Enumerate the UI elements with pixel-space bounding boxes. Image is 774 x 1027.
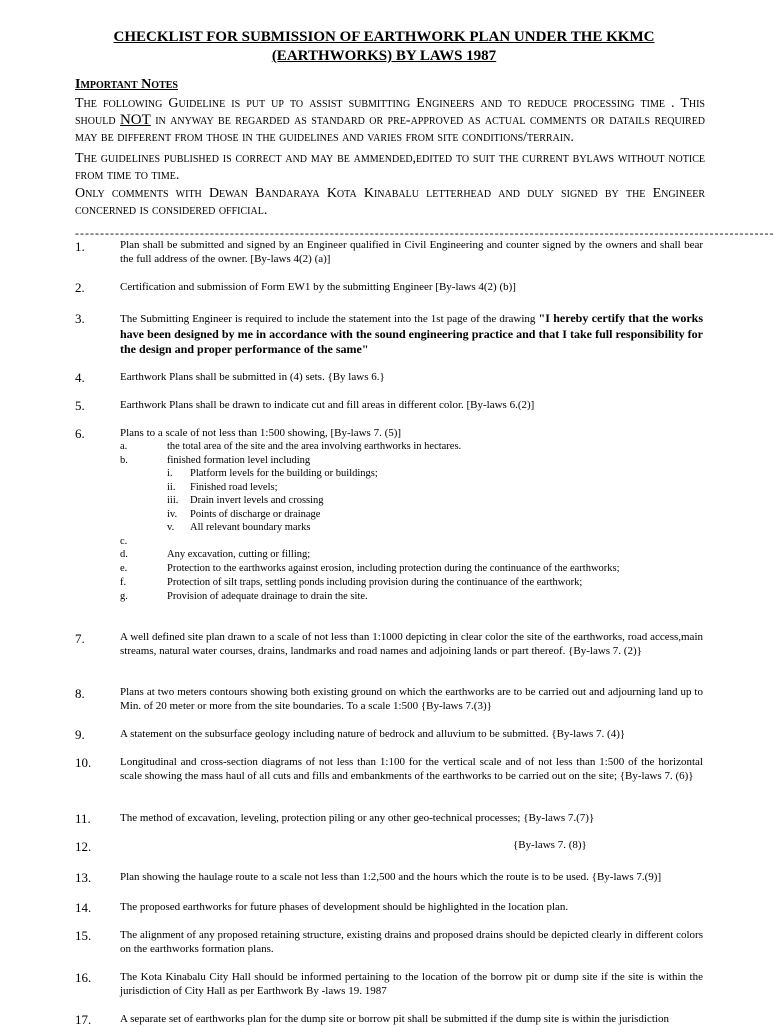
item-text-with-statement [120,311,703,358]
item-3-text: The Submitting Engineer is required to include the statement into the 1st page of the drawing [120,313,539,325]
item-number: 16. [75,970,92,985]
item-text: Plan showing the haulage route to a scale not less than 1:2,500 and the hours which the route is to be used. {By-laws 7.(9)] [120,871,662,883]
item-number: 11. [75,811,91,826]
item-number: 7. [75,631,85,646]
item-text: Plan shall be submitted and signed by an Engineer qualified in Civil Engineering and counter signed by the owners and shall bear the full address of the owner. [By-laws 4(2) (a)] [120,239,703,265]
roman-item-number: iii. [167,495,179,506]
note-paragraph-3: Only comments with Dewan Bandaraya Kota Kinabalu letterhead and duly signed by the Engineer concerned is considered official. [75,186,705,218]
roman-item-text: Finished road levels; [190,482,278,493]
item-number: 2. [75,280,85,295]
sub-item-letter: b. [120,455,128,466]
item-text: The method of excavation, leveling, protection piling or any other geo-technical processes; {By-laws 7.(7)} [120,812,595,824]
sub-item-letter: a. [120,441,128,452]
sub-item-letter: c. [120,536,128,547]
sub-item-letter: d. [120,549,128,560]
item-text: Plans at two meters contours showing both existing ground on which the earthworks are to be carried out and adjourning land up to Min. of 20 meter or more from the site boundaries. To a scale 1:500 {By-laws 7.(3)} [120,686,703,712]
item-number: 14. [75,900,92,915]
roman-item-number: v. [167,522,175,533]
item-number: 4. [75,370,85,385]
roman-item-number: iv. [167,509,178,520]
roman-item-text: Platform levels for the building or buildings; [190,468,378,479]
item-number: 3. [75,311,85,326]
sub-item-text: the total area of the site and the area involving earthworks in hectares. [167,441,462,452]
item-number: 12. [75,839,92,854]
item-text: A separate set of earthworks plan for the dump site or borrow pit shall be submitted if the dump site is within the jurisdiction [120,1013,669,1025]
roman-item-number: ii. [167,482,176,493]
item-number: 1. [75,239,85,254]
item-number: 17. [75,1012,92,1027]
sub-item-text: Provision of adequate drainage to drain the site. [167,591,368,602]
document-title-line2: (EARTHWORKS) BY LAWS 1987 [271,48,497,64]
sub-item-letter: e. [120,563,128,574]
item-number: 15. [75,928,92,943]
sub-item-text: Protection of silt traps, settling ponds including provision during the continuance of the earthwork; [167,577,583,588]
note-p1-not: NOT [119,112,151,128]
sub-item-letter: g. [120,591,128,602]
item-text: Certification and submission of Form EW1 by the submitting Engineer [By-laws 4(2) (b)] [120,281,516,293]
sub-item-text: Protection to the earthworks against erosion, including protection during the continuance of the earthworks; [167,563,620,574]
sub-item-text: Any excavation, cutting or filling; [167,549,311,560]
item-number: 10. [75,755,92,770]
item-number: 5. [75,398,85,413]
roman-item-text: Drain invert levels and crossing [190,495,324,506]
item-number: 6. [75,426,85,441]
note-paragraph-1 [75,95,705,146]
item-text: Earthwork Plans shall be submitted in (4) sets. {By laws 6.} [120,371,385,383]
roman-item-number: i. [167,468,173,479]
item-text: The Kota Kinabalu City Hall should be informed pertaining to the location of the borrow pit or dump site if the site is within the jurisdiction of City Hall as per Earthwork By -laws 19. 1987 [120,971,703,997]
certification-statement: "I hereby certify that the works have been designed by me in accordance with the sound engineering practice and that I take full responsibility for the design and proper performance of the same" [120,311,703,357]
roman-item-text: All relevant boundary marks [190,522,311,533]
item-text: Plans to a scale of not less than 1:500 showing, [By-laws 7. (5)] [120,427,402,439]
sub-item-text: finished formation level including [167,455,311,466]
notes-heading: Important Notes [75,77,178,92]
item-number: 13. [75,870,92,885]
item-text: A statement on the subsurface geology including nature of bedrock and alluvium to be submitted. {By-laws 7. (4)} [120,728,626,740]
note-p1-start: The following Guideline is put up to assist submitting Engineers and to reduce processing time . This should [75,96,705,128]
note-paragraph-2: The guidelines published is correct and may be ammended,edited to suit the current bylaws without notice from time to time. [75,151,705,183]
dashed-divider: -------------------------------------------------------------------------------------------------------------------------------------------- [75,226,774,240]
item-text: Earthwork Plans shall be drawn to indicate cut and fill areas in different color. [By-laws 6.(2)] [120,399,535,411]
item-number: 9. [75,727,85,742]
item-text: {By-laws 7. (8)} [513,839,587,851]
document-title-line1: CHECKLIST FOR SUBMISSION OF EARTHWORK PLAN UNDER THE KKMC [113,29,655,45]
item-number: 8. [75,686,85,701]
roman-item-text: Points of discharge or drainage [190,509,321,520]
item-text: A well defined site plan drawn to a scale of not less than 1:1000 depicting in clear color the site of the earthworks, road access,main streams, natural water courses, drains, landmarks and road names and adjoining lands or part thereof. {By-laws 7. (2)} [120,631,703,657]
item-text: The alignment of any proposed retaining structure, existing drains and proposed drains should be depicted clearly in different colors on the earthworks formation plans. [120,929,703,955]
item-text: Longitudinal and cross-section diagrams of not less than 1:100 for the vertical scale and of not less than 1:500 of the horizontal scale showing the mass haul of all cuts and fills and embankments of the earthworks to be carried out on the site; {By-laws 7. (6)} [120,756,703,782]
sub-item-letter: f. [120,577,127,588]
note-p1-end: in anyway be regarded as standard or pre-approved as actual comments or datails required may be different from those in the guidelines and varies from site conditions/terrain. [75,113,706,145]
item-text: The proposed earthworks for future phases of development should be highlighted in the location plan. [120,901,569,913]
